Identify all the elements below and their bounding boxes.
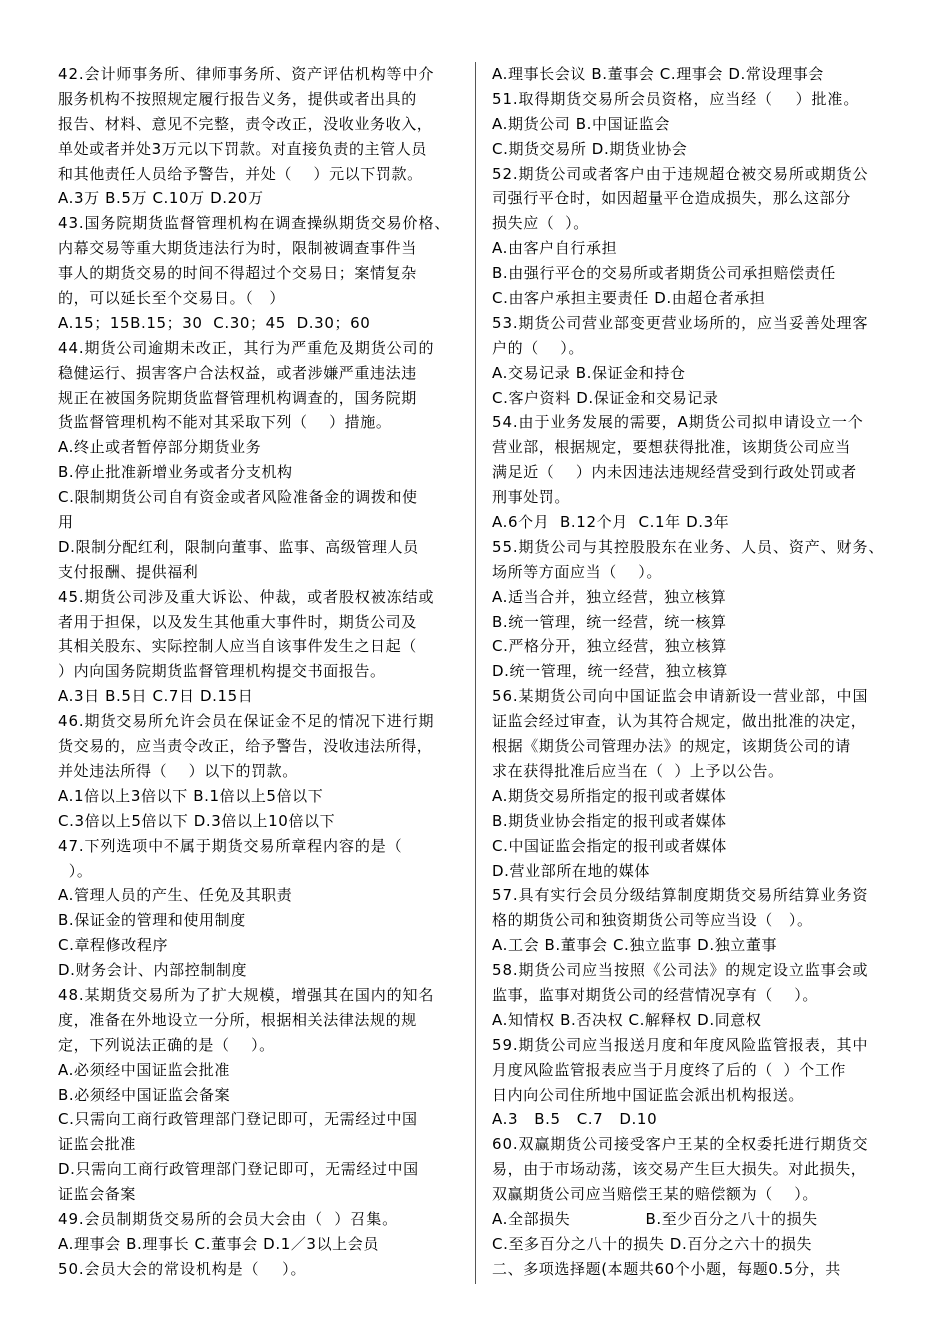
text-line: 60.双赢期货公司接受客户王某的全权委托进行期货交 xyxy=(492,1135,869,1154)
text-line: 55.期货公司与其控股股东在业务、人员、资产、财务、 xyxy=(492,537,885,556)
left-column xyxy=(58,62,463,1282)
text-line: 货监督管理机构不能对其采取下列（ ）措施。 xyxy=(58,413,392,432)
text-line: C.期货交易所 D.期货业协会 xyxy=(492,139,688,158)
text-line: 报告、材料、意见不完整，责令改正，没收业务收入， xyxy=(58,114,433,133)
text-line: A.3万 B.5万 C.10万 D.20万 xyxy=(58,189,264,208)
text-line: C.严格分开，独立经营，独立核算 xyxy=(492,637,727,656)
text-line: 支付报酬、提供福利 xyxy=(58,562,199,581)
text-line: A.全部损失 B.至少百分之八十的损失 xyxy=(492,1209,818,1228)
text-line: A.3日 B.5日 C.7日 D.15日 xyxy=(58,687,254,706)
text-line: 营业部，根据规定，要想获得批准，该期货公司应当 xyxy=(492,438,851,457)
text-line: D.限制分配红利，限制向董事、监事、高级管理人员 xyxy=(58,537,419,556)
text-line: 单处或者并处3万元以下罚款。对直接负责的主管人员 xyxy=(58,139,427,158)
text-line: 48.某期货交易所为了扩大规模，增强其在国内的知名 xyxy=(58,985,435,1004)
text-line: 44.期货公司逾期未改正，其行为严重危及期货公司的 xyxy=(58,338,435,357)
text-line: 证监会经过审查，认为其符合规定，做出批准的决定， xyxy=(492,712,867,731)
text-line: D.营业部所在地的媒体 xyxy=(492,861,650,880)
text-line: A.交易记录 B.保证金和持仓 xyxy=(492,363,686,382)
text-line: 格的期货公司和独资期货公司等应当设（ ）。 xyxy=(492,911,813,930)
text-line: ）内向国务院期货监督管理机构提交书面报告。 xyxy=(58,662,386,681)
text-line: A.理事长会议 B.董事会 C.理事会 D.常设理事会 xyxy=(492,65,824,83)
text-line: 货交易的，应当责令改正，给予警告，没收违法所得， xyxy=(58,737,433,756)
text-line: A.知情权 B.否决权 C.解释权 D.同意权 xyxy=(492,1010,762,1029)
text-line: ）。 xyxy=(58,861,93,880)
text-line: A.工会 B.董事会 C.独立监事 D.独立董事 xyxy=(492,936,778,955)
text-line: 用 xyxy=(58,513,74,532)
text-line: C.客户资料 D.保证金和交易记录 xyxy=(492,388,719,407)
text-line: 稳健运行、损害客户合法权益，或者涉嫌严重违法违 xyxy=(58,363,417,382)
text-line: 51.取得期货交易所会员资格，应当经（ ）批准。 xyxy=(492,89,860,108)
text-line: D.只需向工商行政管理部门登记即可，无需经过中国 xyxy=(58,1160,419,1179)
text-line: 58.期货公司应当按照《公司法》的规定设立监事会或 xyxy=(492,961,869,980)
text-line: 59.期货公司应当报送月度和年度风险监管报表，其中 xyxy=(492,1035,869,1054)
text-line: 月度风险监管报表应当于月度终了后的（ ）个工作 xyxy=(492,1060,846,1079)
text-line: 和其他责任人员给予警告，并处（ ）元以下罚款。 xyxy=(58,164,423,183)
text-line: A.1倍以上3倍以下 B.1倍以上5倍以下 xyxy=(58,786,324,805)
text-line: 其相关股东、实际控制人应当自该事件发生之日起（ xyxy=(58,637,417,656)
text-line: C.限制期货公司自有资金或者风险准备金的调拨和使 xyxy=(58,488,418,507)
text-line: B.停止批准新增业务或者分支机构 xyxy=(58,463,293,482)
text-line: C.章程修改程序 xyxy=(58,936,169,955)
text-line: 47.下列选项中不属于期货交易所章程内容的是（ xyxy=(58,836,403,855)
text-line: A.必须经中国证监会批准 xyxy=(58,1060,230,1079)
text-line: 刑事处罚。 xyxy=(492,488,571,507)
text-line: 定，下列说法正确的是（ ）。 xyxy=(58,1035,275,1054)
text-line: 并处违法所得（ ）以下的罚款。 xyxy=(58,761,298,780)
text-line: 二、多项选择题(本题共60个小题，每题0.5分，共 xyxy=(492,1259,841,1278)
text-line: 满足近（ ）内未因违法违规经营受到行政处罚或者 xyxy=(492,463,857,482)
text-line: 双赢期货公司应当赔偿王某的赔偿额为（ ）。 xyxy=(492,1185,818,1204)
right-column xyxy=(492,62,902,1282)
text-line: C.中国证监会指定的报刊或者媒体 xyxy=(492,836,727,855)
text-line: A.3 B.5 C.7 D.10 xyxy=(492,1110,658,1129)
text-line: 证监会备案 xyxy=(58,1185,137,1204)
text-line: A.理事会 B.理事长 C.董事会 D.1／3以上会员 xyxy=(58,1234,379,1253)
text-line: D.统一管理，统一经营，独立核算 xyxy=(492,662,728,681)
text-line: 根据《期货公司管理办法》的规定，该期货公司的请 xyxy=(492,737,851,756)
text-line: A.适当合并，独立经营，独立核算 xyxy=(492,587,727,606)
text-line: B.统一管理，统一经营，统一核算 xyxy=(492,612,727,631)
text-line: B.期货业协会指定的报刊或者媒体 xyxy=(492,811,727,830)
text-line: C.只需向工商行政管理部门登记即可，无需经过中国 xyxy=(58,1110,418,1129)
text-line: 日内向公司住所地中国证监会派出机构报送。 xyxy=(492,1085,805,1104)
text-line: 内幕交易等重大期货违法行为时，限制被调查事件当 xyxy=(58,239,417,258)
text-line: 50.会员大会的常设机构是（ ）。 xyxy=(58,1259,307,1278)
text-line: A.管理人员的产生、任免及其职责 xyxy=(58,886,293,905)
text-line: A.期货交易所指定的报刊或者媒体 xyxy=(492,786,727,805)
text-line: D.财务会计、内部控制制度 xyxy=(58,961,248,980)
text-line: 场所等方面应当（ ）。 xyxy=(492,562,662,581)
column-divider xyxy=(475,62,476,1284)
text-line: 损失应（ ）。 xyxy=(492,214,589,233)
text-line: 53.期货公司营业部变更营业场所的，应当妥善处理客 xyxy=(492,313,869,332)
text-line: 服务机构不按照规定履行报告义务，提供或者出具的 xyxy=(58,89,417,108)
text-line: 证监会批准 xyxy=(58,1135,137,1154)
text-line: 事人的期货交易的时间不得超过个交易日；案情复杂 xyxy=(58,264,417,283)
text-line: C.由客户承担主要责任 D.由超仓者承担 xyxy=(492,289,766,308)
text-line: 规正在被国务院期货监督管理机构调查的，国务院期 xyxy=(58,388,417,407)
text-line: 监事，监事对期货公司的经营情况享有（ ）。 xyxy=(492,985,818,1004)
text-line: A.由客户自行承担 xyxy=(492,239,618,258)
text-line: 42.会计师事务所、律师事务所、资产评估机构等中介 xyxy=(58,65,435,83)
text-line: 易，由于市场动荡，该交易产生巨大损失。对此损失， xyxy=(492,1160,867,1179)
text-line: 54.由于业务发展的需要，A期货公司拟申请设立一个 xyxy=(492,413,864,432)
text-line: 的，可以延长至个交易日。（ ） xyxy=(58,289,286,308)
text-line: 求在获得批准后应当在（ ）上予以公告。 xyxy=(492,761,784,780)
text-line: C.3倍以上5倍以下 D.3倍以上10倍以下 xyxy=(58,811,336,830)
text-line: B.必须经中国证监会备案 xyxy=(58,1085,231,1104)
text-line: 57.具有实行会员分级结算制度期货交易所结算业务资 xyxy=(492,886,869,905)
text-line: 46.期货交易所允许会员在保证金不足的情况下进行期 xyxy=(58,712,435,731)
text-line: 者用于担保，以及发生其他重大事件时，期货公司及 xyxy=(58,612,417,631)
text-line: A.6个月 B.12个月 C.1年 D.3年 xyxy=(492,513,730,532)
text-line: 43.国务院期货监督管理机构在调查操纵期货交易价格、 xyxy=(58,214,451,233)
text-line: A.终止或者暂停部分期货业务 xyxy=(58,438,262,457)
text-line: 户的（ ）。 xyxy=(492,338,584,357)
text-line: 45.期货公司涉及重大诉讼、仲裁，或者股权被冻结或 xyxy=(58,587,435,606)
text-line: A.15；15B.15；30 C.30；45 D.30；60 xyxy=(58,313,371,332)
text-line: 49.会员制期货交易所的会员大会由（ ）召集。 xyxy=(58,1209,398,1228)
text-line: B.由强行平仓的交易所或者期货公司承担赔偿责任 xyxy=(492,264,836,283)
text-line: 56.某期货公司向中国证监会申请新设一营业部，中国 xyxy=(492,687,869,706)
text-line: 52.期货公司或者客户由于违规超仓被交易所或期货公 xyxy=(492,164,869,183)
text-line: C.至多百分之八十的损失 D.百分之六十的损失 xyxy=(492,1234,813,1253)
text-line: 度，准备在外地设立一分所，根据相关法律法规的规 xyxy=(58,1010,417,1029)
text-line: A.期货公司 B.中国证监会 xyxy=(492,114,670,133)
text-line: 司强行平仓时，如因超量平仓造成损失，那么这部分 xyxy=(492,189,851,208)
text-line: B.保证金的管理和使用制度 xyxy=(58,911,246,930)
